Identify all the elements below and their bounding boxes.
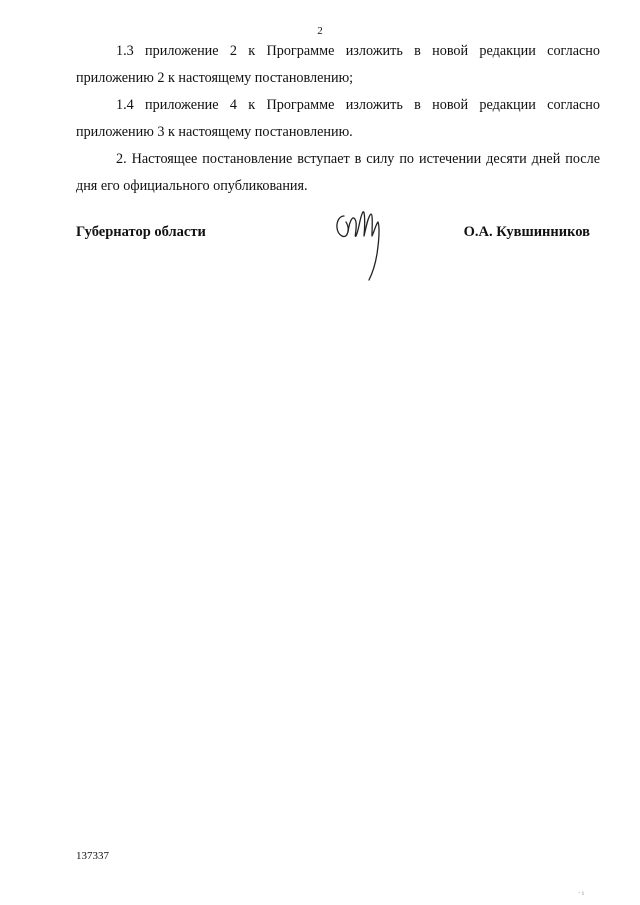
document-code: 137337 <box>76 850 109 862</box>
handwritten-signature <box>330 202 390 282</box>
page-number: 2 <box>317 25 323 37</box>
scan-artifact-marks: · ı <box>577 889 584 897</box>
paragraph-1-3: 1.3 приложение 2 к Программе изложить в новой редакции согласно приложению 2 к настоящему постановлению; <box>76 43 600 86</box>
signer-name: О.А. Кувшинников <box>463 224 590 240</box>
paragraph-2: 2. Настоящее постановление вступает в силу по истечении десяти дней после дня его официального опубликования. <box>76 151 600 194</box>
document-body <box>76 38 600 200</box>
signer-title: Губернатор области <box>76 224 206 240</box>
paragraph-1-4: 1.4 приложение 4 к Программе изложить в новой редакции согласно приложению 3 к настоящему постановлению. <box>76 97 600 140</box>
